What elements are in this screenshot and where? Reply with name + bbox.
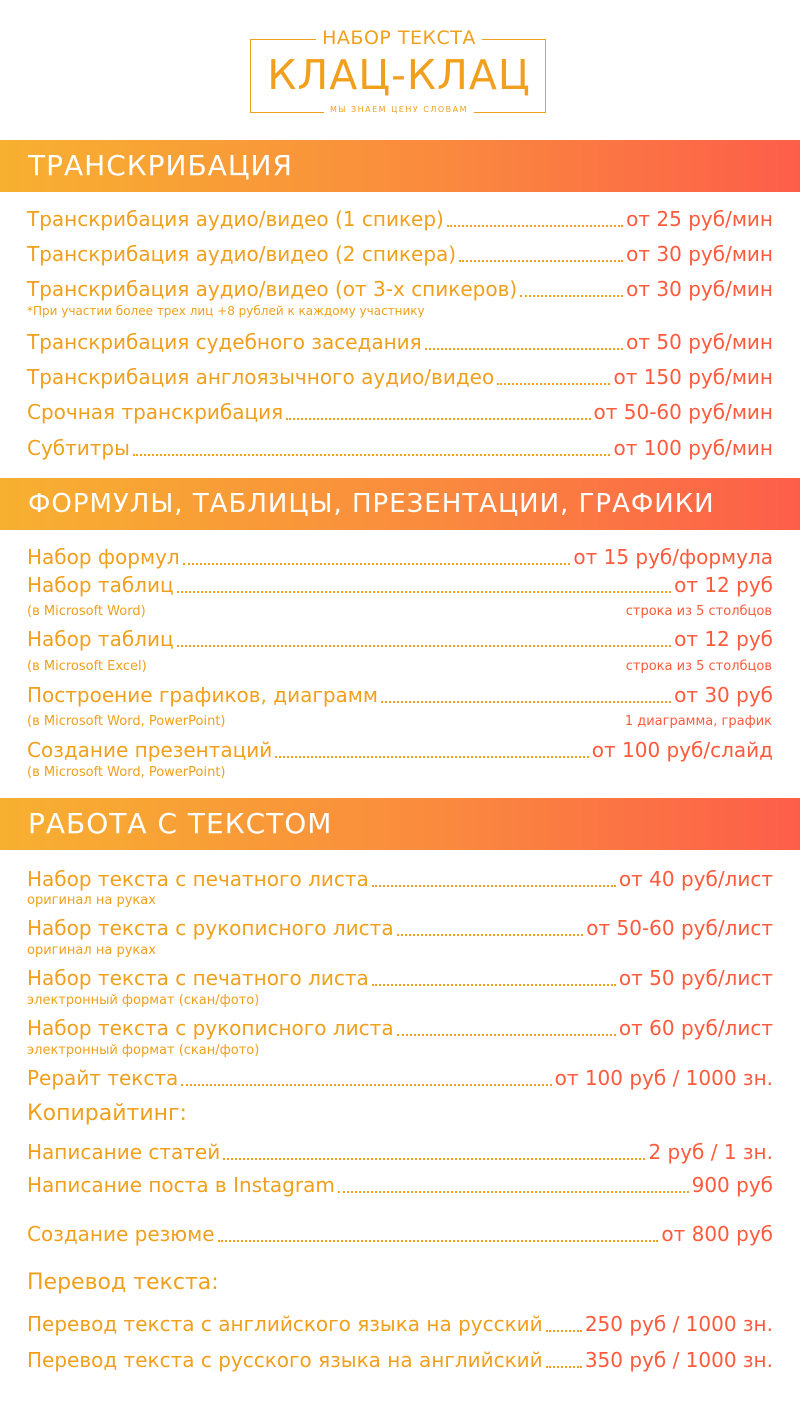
price-row — [27, 738, 773, 762]
service-price: от 100 руб/мин — [613, 436, 773, 460]
service-note: (в Microsoft Word, PowerPoint) — [27, 714, 226, 729]
service-unit-note: строка из 5 столбцов — [625, 604, 772, 619]
dot-leader — [546, 1366, 582, 1368]
logo-wordmark: КЛАЦ-КЛАЦ — [267, 51, 531, 99]
section-bar-text — [0, 798, 800, 850]
service-label: Набор текста с печатного листа — [27, 966, 369, 990]
service-note: оригинал на руках — [27, 893, 156, 908]
dot-leader — [447, 225, 623, 227]
price-row — [27, 545, 773, 569]
service-price: 900 руб — [691, 1173, 773, 1197]
price-row — [27, 867, 773, 891]
translation-heading: Перевод текста: — [27, 1270, 219, 1295]
service-price: от 60 руб/лист — [618, 1016, 773, 1040]
dot-leader — [381, 701, 671, 703]
service-price: от 100 руб/слайд — [591, 738, 773, 762]
service-price: от 50-60 руб/мин — [593, 400, 773, 424]
service-note: оригинал на руках — [27, 943, 156, 958]
dot-leader — [425, 348, 623, 350]
service-label: Набор формул — [27, 545, 180, 569]
copywriting-heading: Копирайтинг: — [27, 1101, 187, 1126]
section-title: ФОРМУЛЫ, ТАБЛИЦЫ, ПРЕЗЕНТАЦИИ, ГРАФИКИ — [28, 489, 715, 519]
service-price: от 30 руб/мин — [626, 242, 773, 266]
price-row — [27, 627, 773, 651]
price-row — [27, 400, 773, 424]
service-price: от 30 руб — [674, 683, 773, 707]
service-note: электронный формат (скан/фото) — [27, 993, 260, 1008]
price-row — [27, 242, 773, 266]
dot-leader — [181, 1084, 551, 1086]
logo-slogan: МЫ ЗНАЕМ ЦЕНУ СЛОВАМ — [250, 105, 548, 115]
dot-leader — [459, 260, 623, 262]
price-row — [27, 1066, 773, 1090]
service-note: электронный формат (скан/фото) — [27, 1043, 260, 1058]
transcription-footnote: *При участии более трех лиц +8 рублей к каждому участнику — [27, 304, 425, 318]
price-row — [27, 436, 773, 460]
service-price: от 800 руб — [661, 1222, 773, 1246]
price-row — [27, 330, 773, 354]
dot-leader — [372, 984, 616, 986]
service-label: Транскрибация англоязычного аудио/видео — [27, 365, 495, 389]
dot-leader — [520, 295, 623, 297]
service-note: (в Microsoft Excel) — [27, 659, 147, 674]
service-label: Субтитры — [27, 436, 130, 460]
dot-leader — [177, 645, 672, 647]
price-row — [27, 1140, 773, 1164]
price-row — [27, 365, 773, 389]
price-row — [27, 573, 773, 597]
price-row — [27, 683, 773, 707]
price-row — [27, 1222, 773, 1246]
service-label: Срочная транскрибация — [27, 400, 284, 424]
service-price: от 100 руб / 1000 зн. — [554, 1066, 773, 1090]
service-price: 350 руб / 1000 зн. — [584, 1348, 773, 1372]
service-label: Перевод текста с русского языка на английский — [27, 1348, 543, 1372]
section-bar-formulas — [0, 478, 800, 530]
service-label: Набор таблиц — [27, 573, 174, 597]
service-label: Транскрибация аудио/видео (1 спикер) — [27, 207, 444, 231]
dot-leader — [177, 591, 672, 593]
price-row — [27, 1312, 773, 1336]
service-label: Набор текста с рукописного листа — [27, 916, 394, 940]
dot-leader — [183, 563, 571, 565]
service-price: 250 руб / 1000 зн. — [584, 1312, 773, 1336]
service-note: (в Microsoft Word) — [27, 604, 146, 619]
service-label: Набор таблиц — [27, 627, 174, 651]
service-price: от 15 руб/формула — [573, 545, 773, 569]
service-label: Создание резюме — [27, 1222, 215, 1246]
price-row — [27, 1016, 773, 1040]
service-price: от 12 руб — [674, 573, 773, 597]
logo-tagline-top: НАБОР ТЕКСТА — [250, 27, 548, 49]
dot-leader — [372, 885, 616, 887]
price-row — [27, 207, 773, 231]
service-price: от 50-60 руб/лист — [586, 916, 773, 940]
dot-leader — [218, 1240, 659, 1242]
service-label: Транскрибация аудио/видео (2 спикера) — [27, 242, 457, 266]
section-bar-transcription — [0, 140, 800, 192]
service-unit-note: строка из 5 столбцов — [625, 659, 772, 674]
service-price: от 50 руб/лист — [618, 966, 773, 990]
dot-leader — [223, 1158, 645, 1160]
service-price: от 150 руб/мин — [613, 365, 773, 389]
service-price: 2 руб / 1 зн. — [648, 1140, 773, 1164]
price-row — [27, 277, 773, 301]
dot-leader — [397, 934, 584, 936]
service-label: Транскрибация судебного заседания — [27, 330, 422, 354]
dot-leader — [275, 756, 588, 758]
service-price: от 50 руб/мин — [626, 330, 773, 354]
service-label: Рерайт текста — [27, 1066, 179, 1090]
dot-leader — [546, 1330, 582, 1332]
service-unit-note: 1 диаграмма, график — [624, 714, 772, 729]
dot-leader — [133, 454, 611, 456]
service-price: от 12 руб — [674, 627, 773, 651]
service-note: (в Microsoft Word, PowerPoint) — [27, 765, 226, 780]
price-row — [27, 1173, 773, 1197]
price-row — [27, 966, 773, 990]
service-price: от 40 руб/лист — [618, 867, 773, 891]
service-price: от 25 руб/мин — [626, 207, 773, 231]
price-row — [27, 1348, 773, 1372]
dot-leader — [286, 418, 590, 420]
service-label: Написание статей — [27, 1140, 221, 1164]
section-title: ТРАНСКРИБАЦИЯ — [28, 149, 293, 182]
dot-leader — [397, 1034, 616, 1036]
brand-logo — [250, 27, 548, 115]
service-label: Построение графиков, диаграмм — [27, 683, 378, 707]
service-price: от 30 руб/мин — [626, 277, 773, 301]
service-label: Написание поста в Instagram — [27, 1173, 335, 1197]
section-title: РАБОТА С ТЕКСТОМ — [28, 807, 333, 840]
price-row — [27, 916, 773, 940]
service-label: Набор текста с рукописного листа — [27, 1016, 394, 1040]
dot-leader — [497, 383, 610, 385]
service-label: Набор текста с печатного листа — [27, 867, 369, 891]
service-label: Перевод текста с английского языка на русский — [27, 1312, 543, 1336]
dot-leader — [338, 1191, 689, 1193]
service-label: Создание презентаций — [27, 738, 273, 762]
service-label: Транскрибация аудио/видео (от 3-х спикеров) — [27, 277, 518, 301]
